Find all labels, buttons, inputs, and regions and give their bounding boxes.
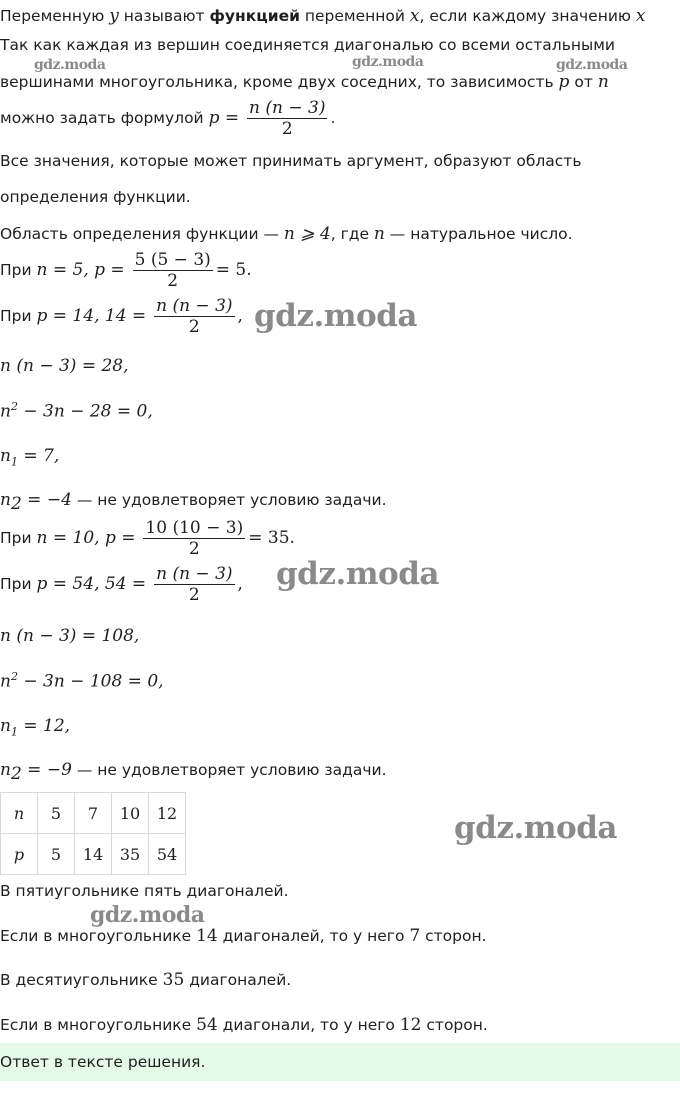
text-line-22 bbox=[0, 970, 291, 990]
equation-line-10: n (n − 3) = 28, bbox=[0, 356, 129, 376]
table-cell: 10 bbox=[112, 793, 149, 834]
fraction bbox=[154, 564, 234, 605]
denominator: 2 bbox=[167, 271, 179, 291]
values-table bbox=[0, 792, 186, 875]
text: Область определения функции — bbox=[0, 225, 284, 243]
math-var: n bbox=[0, 671, 11, 692]
equation-line-11 bbox=[0, 400, 153, 422]
math: − 3n − 108 = 0, bbox=[17, 671, 164, 692]
formula-line-14 bbox=[0, 518, 295, 559]
text-line-5 bbox=[0, 152, 581, 170]
text: диагонали, то у него bbox=[217, 1016, 400, 1034]
math-var: n bbox=[0, 446, 11, 466]
number: 12 bbox=[399, 1015, 422, 1035]
text: , если каждому значению bbox=[419, 7, 636, 25]
text: переменной bbox=[299, 7, 410, 25]
text: В десятиугольнике bbox=[0, 971, 163, 989]
math-var: n bbox=[0, 716, 11, 736]
text: Все значения, которые может принимать аргумент, образуют область bbox=[0, 152, 582, 170]
watermark: gdz.moda bbox=[90, 902, 205, 928]
math: p = bbox=[208, 108, 240, 128]
denominator: 2 bbox=[188, 539, 200, 559]
subscript: 2 bbox=[10, 494, 22, 515]
text-line-21 bbox=[0, 926, 487, 946]
fraction bbox=[154, 296, 234, 337]
formula-line-9 bbox=[0, 296, 243, 337]
math-var: x bbox=[635, 6, 646, 26]
math: n = 10, p = bbox=[36, 528, 136, 548]
table-cell: 5 bbox=[38, 834, 75, 875]
table-cell: 54 bbox=[149, 834, 186, 875]
number: 35 bbox=[162, 970, 185, 990]
table-cell: 14 bbox=[75, 834, 112, 875]
table-row-p bbox=[1, 834, 186, 875]
text: вершинами многоугольника, кроме двух соседних, то зависимость bbox=[0, 73, 559, 91]
equation-line-12 bbox=[0, 446, 59, 468]
bold-term: функцией bbox=[209, 7, 300, 25]
text-line-2 bbox=[0, 36, 615, 54]
watermark: gdz.moda bbox=[34, 57, 106, 73]
math: = −4 bbox=[21, 490, 72, 510]
text: называют bbox=[118, 7, 210, 25]
math: = 5. bbox=[215, 260, 252, 280]
equation-line-18 bbox=[0, 716, 70, 738]
math-var: x bbox=[409, 6, 420, 26]
text-line-6 bbox=[0, 188, 191, 206]
text: При bbox=[0, 261, 37, 279]
math-var: y bbox=[109, 6, 119, 26]
formula-line-8 bbox=[0, 250, 252, 291]
table-cell: 5 bbox=[38, 793, 75, 834]
text: Если в многоугольнике bbox=[0, 927, 197, 945]
math-var: n bbox=[0, 760, 11, 780]
text-line-20 bbox=[0, 882, 289, 900]
math: , bbox=[237, 306, 243, 326]
text: определения функции. bbox=[0, 188, 191, 206]
math: = −9 bbox=[21, 760, 72, 780]
watermark: gdz.moda bbox=[254, 298, 417, 334]
fraction bbox=[143, 518, 245, 559]
number: 7 bbox=[409, 926, 421, 946]
text-line-7 bbox=[0, 224, 573, 244]
text: — натуральное число. bbox=[384, 225, 573, 243]
watermark: gdz.moda bbox=[276, 556, 439, 592]
table-cell: n bbox=[1, 793, 38, 834]
numerator: 5 (5 − 3) bbox=[134, 250, 211, 270]
table-row-n bbox=[1, 793, 186, 834]
text-line-3 bbox=[0, 72, 609, 92]
text: , где bbox=[330, 225, 374, 243]
text: сторон. bbox=[421, 1016, 488, 1034]
table-cell: 7 bbox=[75, 793, 112, 834]
formula-line-4 bbox=[0, 98, 335, 139]
math: = 35. bbox=[248, 528, 295, 548]
math-var: n bbox=[0, 401, 11, 422]
fraction bbox=[133, 250, 213, 291]
math: = 12, bbox=[17, 716, 71, 736]
equation-line-13 bbox=[0, 490, 387, 514]
text: Так как каждая из вершин соединяется диагональю со всеми остальными bbox=[0, 36, 615, 54]
superscript: 2 bbox=[10, 670, 18, 683]
watermark: gdz.moda bbox=[556, 57, 628, 73]
table-cell: 12 bbox=[149, 793, 186, 834]
text: диагоналей, то у него bbox=[217, 927, 410, 945]
text: . bbox=[330, 109, 336, 127]
subscript: 1 bbox=[10, 455, 18, 469]
equation-line-17 bbox=[0, 670, 164, 692]
text: В пятиугольнике пять диагоналей. bbox=[0, 882, 289, 900]
math: n = 5, p = bbox=[36, 260, 125, 280]
watermark: gdz.moda bbox=[352, 54, 424, 70]
superscript: 2 bbox=[10, 400, 18, 413]
math-var: n bbox=[373, 224, 385, 244]
numerator: n (n − 3) bbox=[156, 564, 233, 584]
text: диагоналей. bbox=[184, 971, 292, 989]
answer-box bbox=[0, 1043, 680, 1081]
text-line-1 bbox=[0, 6, 645, 26]
table-cell: p bbox=[1, 834, 38, 875]
text: Если в многоугольнике bbox=[0, 1016, 197, 1034]
text: При bbox=[0, 307, 37, 325]
math-var: p bbox=[558, 72, 570, 92]
math: = 7, bbox=[17, 446, 60, 466]
number: 14 bbox=[196, 926, 218, 946]
answer-text: Ответ в тексте решения. bbox=[0, 1053, 206, 1071]
numerator: n (n − 3) bbox=[156, 296, 233, 316]
numerator: 10 (10 − 3) bbox=[145, 518, 244, 538]
subscript: 1 bbox=[10, 725, 18, 739]
math-var: n bbox=[0, 490, 11, 510]
equation-line-19 bbox=[0, 760, 387, 784]
text: можно задать формулой bbox=[0, 109, 209, 127]
number: 54 bbox=[196, 1015, 218, 1035]
math-var: n bbox=[597, 72, 609, 92]
fraction bbox=[247, 98, 327, 139]
text: При bbox=[0, 529, 37, 547]
text: — не удовлетворяет условию задачи. bbox=[71, 491, 387, 509]
text: сторон. bbox=[420, 927, 487, 945]
table-cell: 35 bbox=[112, 834, 149, 875]
math: − 3n − 28 = 0, bbox=[17, 401, 153, 422]
denominator: 2 bbox=[281, 119, 293, 139]
math: p = 54, 54 = bbox=[36, 574, 147, 594]
numerator: n (n − 3) bbox=[249, 98, 326, 118]
text: — не удовлетворяет условию задачи. bbox=[71, 761, 387, 779]
equation-line-16: n (n − 3) = 108, bbox=[0, 626, 140, 646]
text: Переменную bbox=[0, 7, 110, 25]
text: от bbox=[569, 73, 598, 91]
watermark: gdz.moda bbox=[454, 810, 617, 846]
math: n ⩾ 4 bbox=[283, 224, 331, 244]
math: p = 14, 14 = bbox=[36, 306, 147, 326]
denominator: 2 bbox=[188, 585, 200, 605]
subscript: 2 bbox=[10, 764, 22, 785]
text: При bbox=[0, 575, 37, 593]
formula-line-15 bbox=[0, 564, 243, 605]
math: , bbox=[237, 574, 243, 594]
denominator: 2 bbox=[188, 317, 200, 337]
text-line-23 bbox=[0, 1015, 488, 1035]
